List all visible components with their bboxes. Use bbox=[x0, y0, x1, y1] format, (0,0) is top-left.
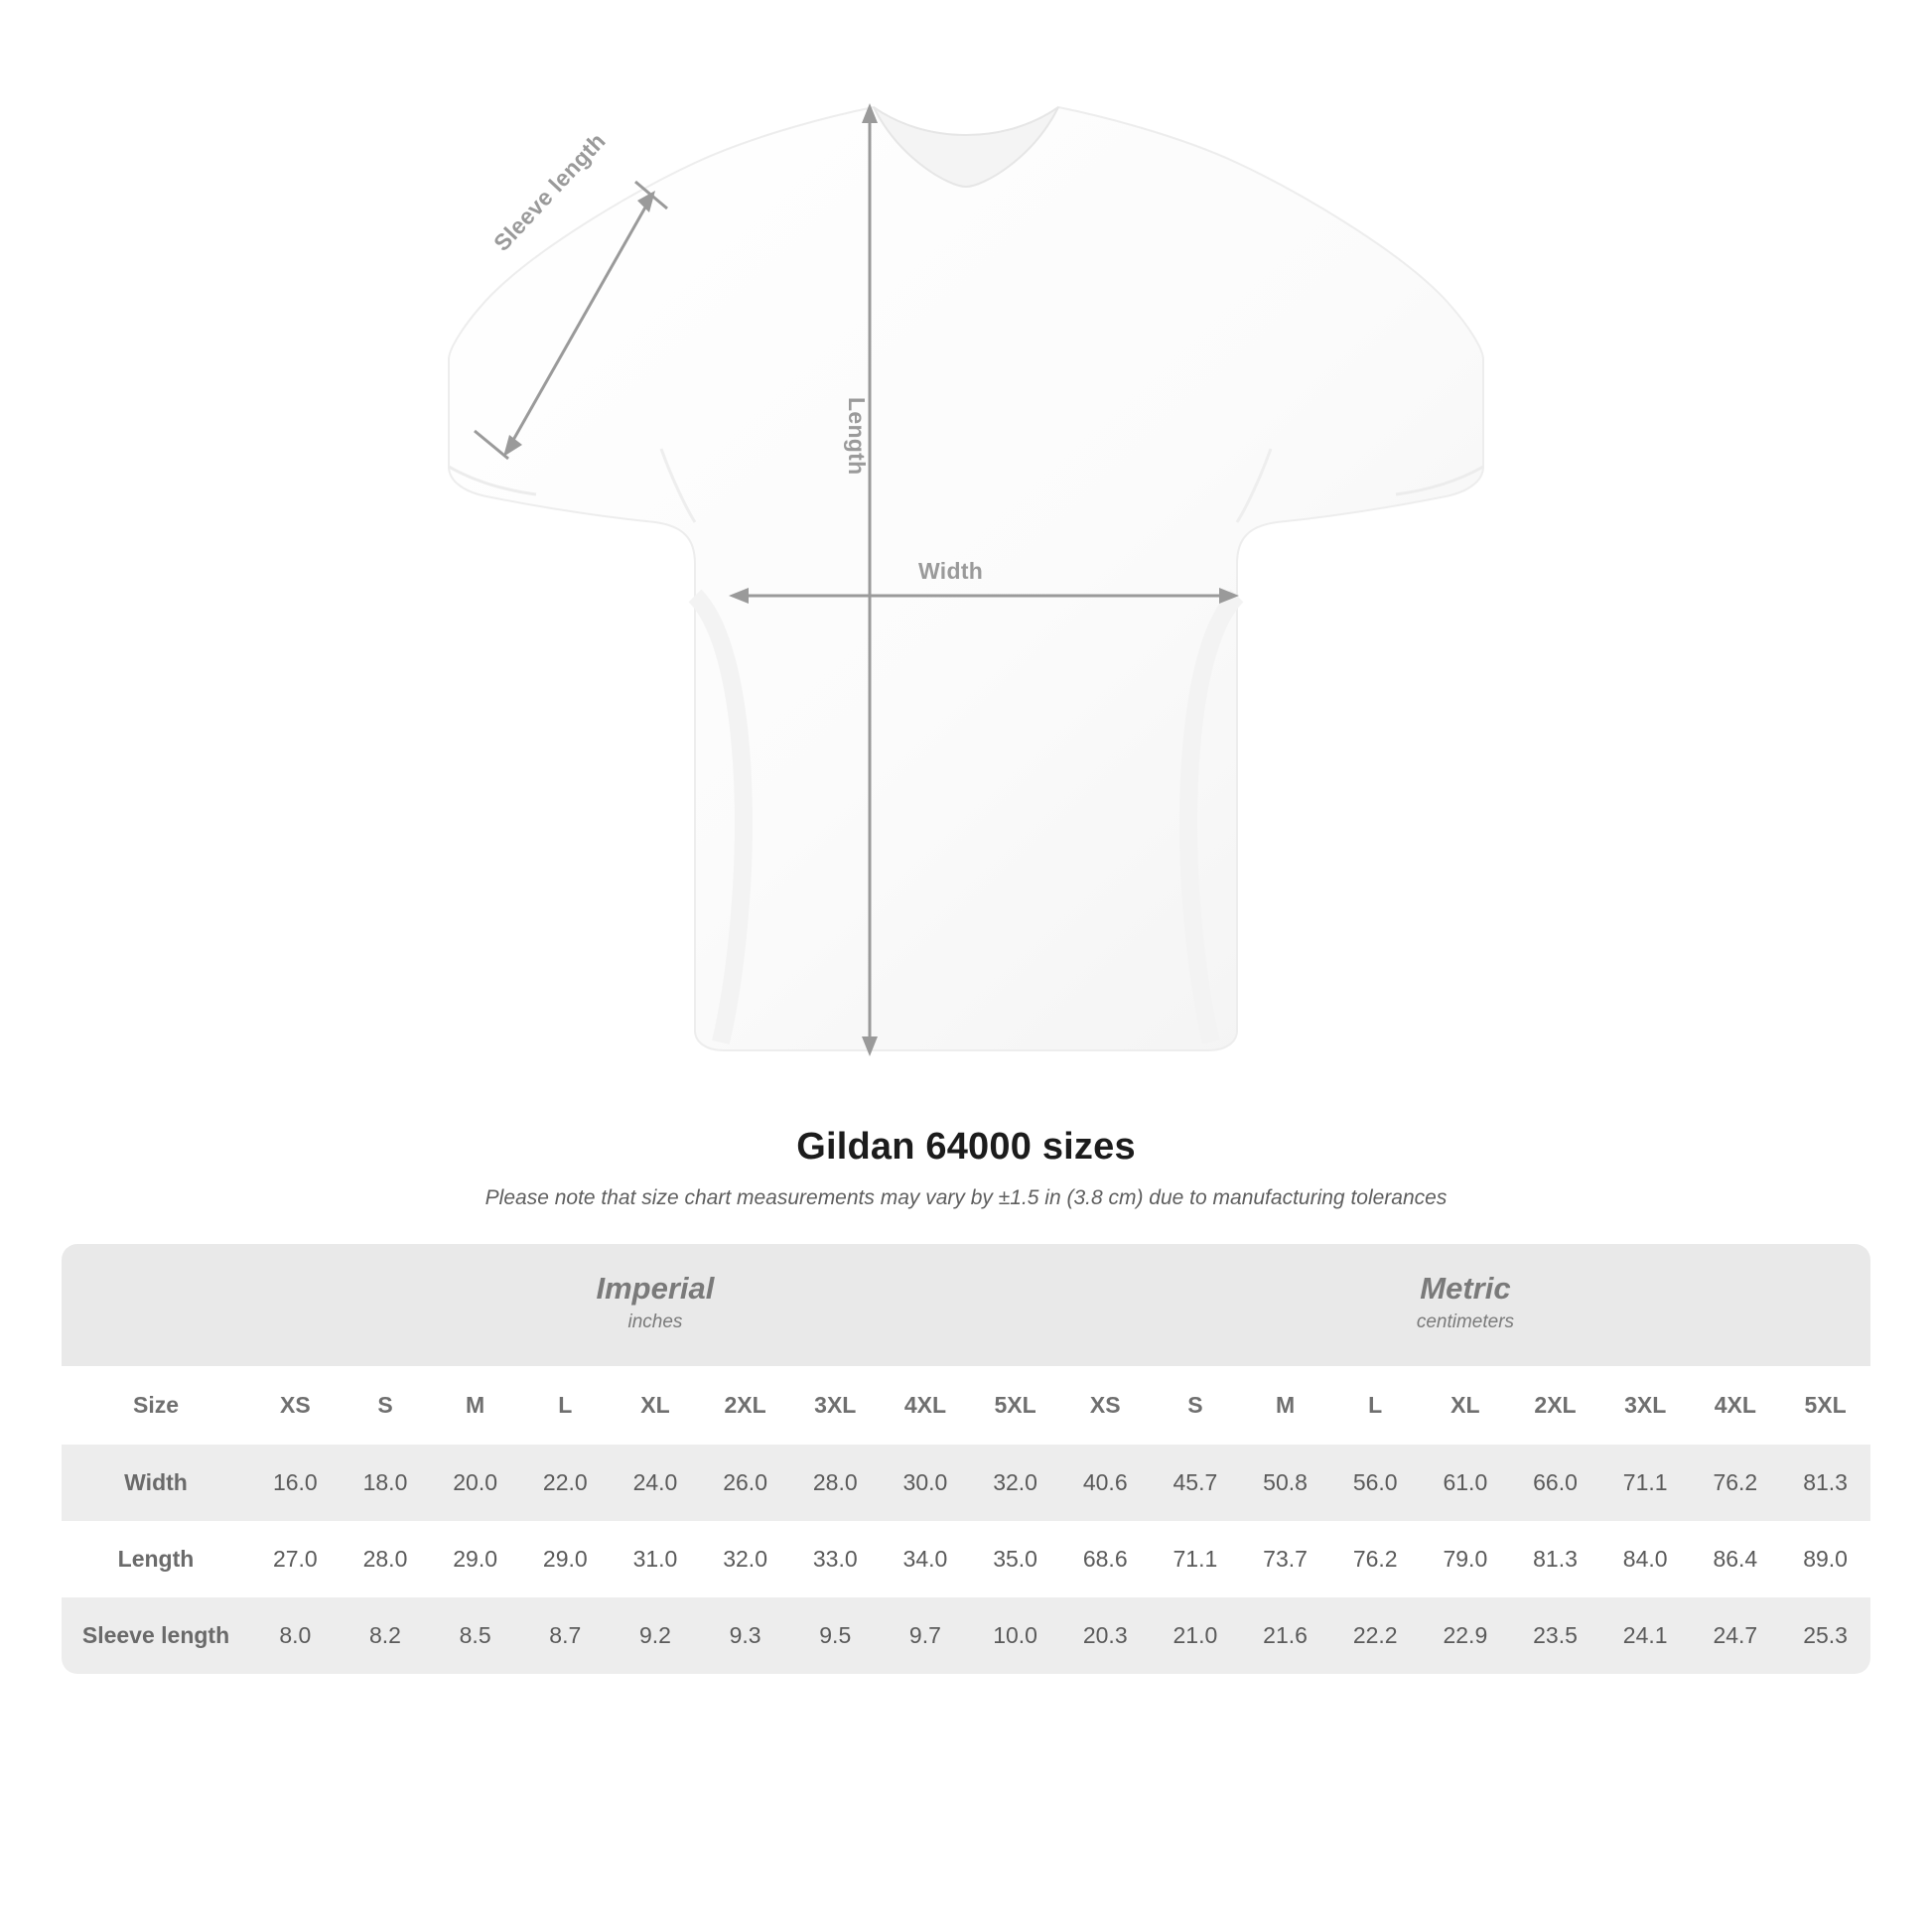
cell-metric: 40.6 bbox=[1060, 1445, 1151, 1521]
cell-imperial: 29.0 bbox=[520, 1521, 611, 1597]
size-table-container bbox=[62, 1244, 1870, 1674]
size-header-row bbox=[62, 1366, 1870, 1445]
cell-metric: 50.8 bbox=[1240, 1445, 1330, 1521]
size-header-imperial-5: 2XL bbox=[700, 1366, 790, 1445]
cell-imperial: 32.0 bbox=[700, 1521, 790, 1597]
size-header-metric-0: XS bbox=[1060, 1366, 1151, 1445]
cell-imperial: 27.0 bbox=[250, 1521, 341, 1597]
size-header-metric-3: L bbox=[1330, 1366, 1421, 1445]
cell-metric: 81.3 bbox=[1780, 1445, 1870, 1521]
size-header-imperial-6: 3XL bbox=[790, 1366, 881, 1445]
cell-imperial: 28.0 bbox=[790, 1445, 881, 1521]
cell-imperial: 34.0 bbox=[881, 1521, 971, 1597]
unit-group-imperial bbox=[250, 1244, 1060, 1366]
cell-imperial: 8.2 bbox=[341, 1597, 431, 1674]
cell-metric: 22.9 bbox=[1421, 1597, 1511, 1674]
cell-imperial: 9.3 bbox=[700, 1597, 790, 1674]
cell-metric: 71.1 bbox=[1151, 1521, 1241, 1597]
size-header-imperial-7: 4XL bbox=[881, 1366, 971, 1445]
size-header-metric-2: M bbox=[1240, 1366, 1330, 1445]
length-dimension-label: Length bbox=[844, 397, 870, 476]
table-row bbox=[62, 1445, 1870, 1521]
size-header-imperial-2: M bbox=[430, 1366, 520, 1445]
tolerance-note: Please note that size chart measurements may vary by ±1.5 in (3.8 cm) due to manufacturing tolerances bbox=[484, 1186, 1448, 1209]
unit-subtitle: inches bbox=[627, 1311, 683, 1332]
size-header-metric-6: 3XL bbox=[1600, 1366, 1691, 1445]
size-header-metric-7: 4XL bbox=[1691, 1366, 1781, 1445]
size-header-imperial-1: S bbox=[341, 1366, 431, 1445]
size-header-imperial-4: XL bbox=[611, 1366, 701, 1445]
cell-metric: 73.7 bbox=[1240, 1521, 1330, 1597]
cell-metric: 81.3 bbox=[1510, 1521, 1600, 1597]
row-label-cell: Width bbox=[62, 1445, 250, 1521]
cell-metric: 76.2 bbox=[1330, 1521, 1421, 1597]
cell-metric: 84.0 bbox=[1600, 1521, 1691, 1597]
size-header-imperial-0: XS bbox=[250, 1366, 341, 1445]
cell-metric: 89.0 bbox=[1780, 1521, 1870, 1597]
size-header-metric-1: S bbox=[1151, 1366, 1241, 1445]
cell-metric: 66.0 bbox=[1510, 1445, 1600, 1521]
table-row bbox=[62, 1597, 1870, 1674]
cell-imperial: 24.0 bbox=[611, 1445, 701, 1521]
cell-imperial: 31.0 bbox=[611, 1521, 701, 1597]
cell-imperial: 35.0 bbox=[970, 1521, 1060, 1597]
cell-imperial: 9.7 bbox=[881, 1597, 971, 1674]
cell-metric: 56.0 bbox=[1330, 1445, 1421, 1521]
cell-metric: 24.1 bbox=[1600, 1597, 1691, 1674]
cell-metric: 86.4 bbox=[1691, 1521, 1781, 1597]
size-header-imperial-3: L bbox=[520, 1366, 611, 1445]
cell-metric: 45.7 bbox=[1151, 1445, 1241, 1521]
cell-imperial: 8.5 bbox=[430, 1597, 520, 1674]
row-label-cell: Sleeve length bbox=[62, 1597, 250, 1674]
cell-metric: 71.1 bbox=[1600, 1445, 1691, 1521]
cell-imperial: 8.7 bbox=[520, 1597, 611, 1674]
size-header-imperial-8: 5XL bbox=[970, 1366, 1060, 1445]
cell-metric: 23.5 bbox=[1510, 1597, 1600, 1674]
size-header-metric-5: 2XL bbox=[1510, 1366, 1600, 1445]
page-title: Gildan 64000 sizes bbox=[796, 1126, 1136, 1168]
unit-name: Imperial bbox=[596, 1271, 715, 1306]
chart-header bbox=[0, 1126, 1932, 1210]
cell-metric: 79.0 bbox=[1421, 1521, 1511, 1597]
cell-metric: 22.2 bbox=[1330, 1597, 1421, 1674]
cell-imperial: 22.0 bbox=[520, 1445, 611, 1521]
units-header-row bbox=[62, 1244, 1870, 1366]
cell-imperial: 30.0 bbox=[881, 1445, 971, 1521]
cell-imperial: 8.0 bbox=[250, 1597, 341, 1674]
cell-imperial: 9.5 bbox=[790, 1597, 881, 1674]
cell-imperial: 26.0 bbox=[700, 1445, 790, 1521]
cell-imperial: 28.0 bbox=[341, 1521, 431, 1597]
size-header-metric-4: XL bbox=[1421, 1366, 1511, 1445]
cell-imperial: 18.0 bbox=[341, 1445, 431, 1521]
row-label-cell: Length bbox=[62, 1521, 250, 1597]
unit-subtitle: centimeters bbox=[1416, 1311, 1515, 1332]
cell-metric: 21.6 bbox=[1240, 1597, 1330, 1674]
cell-metric: 68.6 bbox=[1060, 1521, 1151, 1597]
table-row bbox=[62, 1521, 1870, 1597]
cell-imperial: 10.0 bbox=[970, 1597, 1060, 1674]
unit-name: Metric bbox=[1420, 1271, 1511, 1306]
width-dimension-label: Width bbox=[918, 558, 984, 584]
size-label-cell: Size bbox=[62, 1366, 250, 1445]
sleeve-length-dimension-label: Sleeve length bbox=[488, 127, 611, 256]
cell-imperial: 29.0 bbox=[430, 1521, 520, 1597]
cell-metric: 25.3 bbox=[1780, 1597, 1870, 1674]
cell-metric: 21.0 bbox=[1151, 1597, 1241, 1674]
cell-metric: 76.2 bbox=[1691, 1445, 1781, 1521]
size-header-metric-8: 5XL bbox=[1780, 1366, 1870, 1445]
cell-metric: 24.7 bbox=[1691, 1597, 1781, 1674]
cell-imperial: 9.2 bbox=[611, 1597, 701, 1674]
cell-imperial: 32.0 bbox=[970, 1445, 1060, 1521]
cell-imperial: 20.0 bbox=[430, 1445, 520, 1521]
cell-imperial: 16.0 bbox=[250, 1445, 341, 1521]
cell-imperial: 33.0 bbox=[790, 1521, 881, 1597]
cell-metric: 20.3 bbox=[1060, 1597, 1151, 1674]
unit-group-metric bbox=[1060, 1244, 1870, 1366]
size-table bbox=[62, 1244, 1870, 1674]
units-corner-cell bbox=[62, 1244, 250, 1366]
cell-metric: 61.0 bbox=[1421, 1445, 1511, 1521]
